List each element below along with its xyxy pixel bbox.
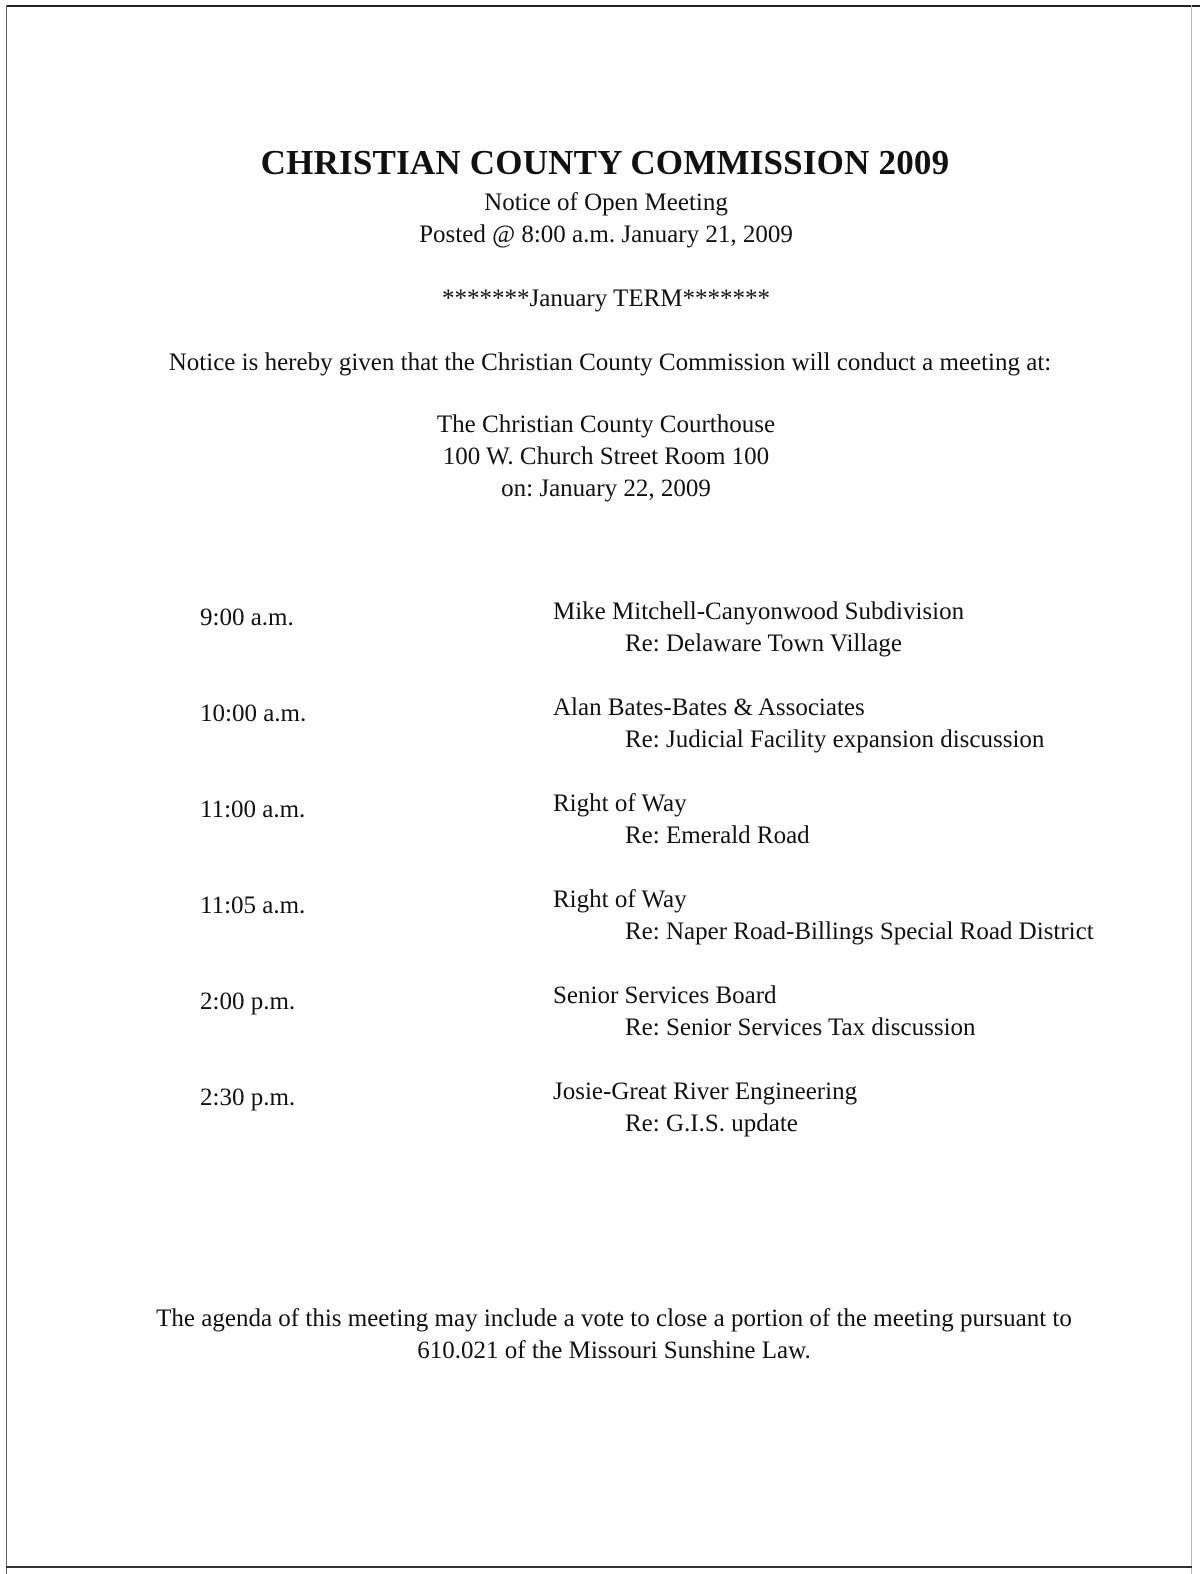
agenda-item xyxy=(0,788,1200,884)
location-building: The Christian County Courthouse xyxy=(436,411,776,438)
agenda-item xyxy=(0,884,1200,980)
term-line: *******January TERM******* xyxy=(442,285,770,312)
agenda-time: 11:05 a.m. xyxy=(200,892,306,919)
agenda-time: 2:00 p.m. xyxy=(200,988,296,1015)
agenda-subject: Re: Emerald Road xyxy=(625,822,810,849)
agenda-time: 9:00 a.m. xyxy=(200,604,294,631)
meeting-location xyxy=(0,409,1200,505)
agenda-item xyxy=(0,692,1200,788)
agenda-item xyxy=(0,596,1200,692)
agenda-item xyxy=(0,1076,1200,1172)
agenda-subject: Re: Naper Road-Billings Special Road District xyxy=(625,918,1094,945)
footer-notice xyxy=(0,1303,1200,1367)
agenda-presenter: Senior Services Board xyxy=(553,982,777,1009)
agenda-subject: Re: Judicial Facility expansion discussion xyxy=(625,726,1045,753)
posted-line: Posted @ 8:00 a.m. January 21, 2009 xyxy=(419,221,793,248)
intro-text: Notice is hereby given that the Christian County Commission will conduct a meeting at: xyxy=(168,349,1052,376)
agenda-presenter: Mike Mitchell-Canyonwood Subdivision xyxy=(553,598,965,625)
location-street: 100 W. Church Street Room 100 xyxy=(442,443,770,470)
agenda-time: 10:00 a.m. xyxy=(200,700,307,727)
agenda-time: 2:30 p.m. xyxy=(200,1084,296,1111)
page-border-bottom xyxy=(6,1566,1192,1568)
agenda-presenter: Right of Way xyxy=(553,886,687,913)
agenda-presenter: Right of Way xyxy=(553,790,687,817)
agenda-subject: Re: G.I.S. update xyxy=(625,1110,798,1137)
notice-subtitle: Notice of Open Meeting xyxy=(484,189,728,216)
page-title: CHRISTIAN COUNTY COMMISSION 2009 xyxy=(260,143,950,182)
agenda-list xyxy=(0,596,1200,1172)
agenda-item xyxy=(0,980,1200,1076)
page-border-top xyxy=(6,5,1200,7)
agenda-time: 11:00 a.m. xyxy=(200,796,306,823)
location-date: on: January 22, 2009 xyxy=(501,475,711,502)
footer-line-2: 610.021 of the Missouri Sunshine Law. xyxy=(417,1337,811,1364)
notice-header xyxy=(0,187,1200,251)
agenda-subject: Re: Senior Services Tax discussion xyxy=(625,1014,976,1041)
agenda-subject: Re: Delaware Town Village xyxy=(625,630,902,657)
agenda-presenter: Josie-Great River Engineering xyxy=(553,1078,858,1105)
agenda-presenter: Alan Bates-Bates & Associates xyxy=(553,694,865,721)
footer-line-1: The agenda of this meeting may include a vote to close a portion of the meeting pursuant to xyxy=(156,1305,1072,1332)
